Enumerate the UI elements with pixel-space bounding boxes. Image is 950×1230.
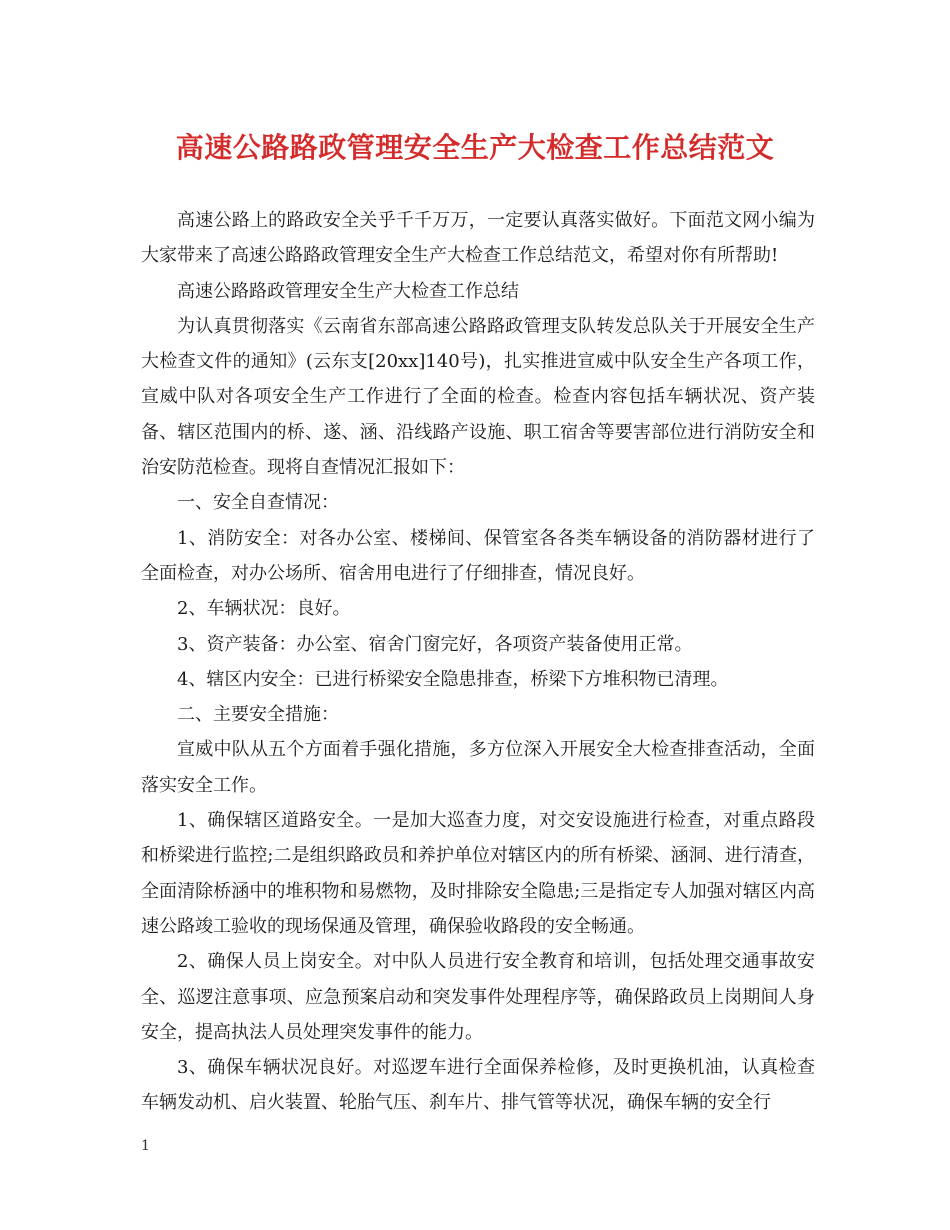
paragraph: 3、资产装备：办公室、宿舍门窗完好，各项资产装备使用正常。 bbox=[177, 633, 693, 655]
page-number: 1 bbox=[141, 1138, 150, 1154]
paragraph: 1、消防安全：对各办公室、楼梯间、保管室各各类车辆设备的消防器材进行了全面检查，对办公场所、宿舍用电进行了仔细排查，情况良好。 bbox=[141, 527, 815, 584]
section-heading: 二、主要安全措施： bbox=[177, 704, 339, 726]
document-title: 高速公路路政管理安全生产大检查工作总结范文 bbox=[175, 131, 775, 164]
paragraph: 1、确保辖区道路安全。一是加大巡查力度，对交安设施进行检查，对重点路段和桥梁进行监控;二是组织路政员和养护单位对辖区内的所有桥梁、涵洞、进行清查，全面清除桥涵中的堆积物和易燃物，及时排除安全隐患;三是指定专人加强对辖区内高速公路竣工验收的现场保通及管理，确保验收路段的安全畅通。 bbox=[141, 810, 815, 937]
paragraph: 3、确保车辆状况良好。对巡逻车进行全面保养检修，及时更换机油，认真检查车辆发动机、启火装置、轮胎气压、刹车片、排气管等状况，确保车辆的安全行 bbox=[141, 1057, 815, 1114]
paragraph: 为认真贯彻落实《云南省东部高速公路路政管理支队转发总队关于开展安全生产大检查文件的通知》(云东支[20xx]140号)，扎实推进宣威中队安全生产各项工作，宣威中队对各项安全生产工作进行了全面的检查。检查内容包括车辆状况、资产装备、辖区范围内的桥、遂、涵、沿线路产设施、职工宿舍等要害部位进行消防安全和治安防范检查。现将自查情况汇报如下： bbox=[141, 315, 815, 479]
paragraph: 高速公路路政管理安全生产大检查工作总结 bbox=[177, 280, 519, 302]
document-body bbox=[141, 203, 815, 1121]
paragraph: 高速公路上的路政安全关乎千千万万，一定要认真落实做好。下面范文网小编为大家带来了高速公路路政管理安全生产大检查工作总结范文，希望对你有所帮助! bbox=[141, 210, 815, 267]
paragraph: 4、辖区内安全：已进行桥梁安全隐患排查，桥梁下方堆积物已清理。 bbox=[177, 668, 729, 690]
section-heading: 一、安全自查情况： bbox=[177, 492, 339, 514]
paragraph: 宣威中队从五个方面着手强化措施，多方位深入开展安全大检查排查活动，全面落实安全工作。 bbox=[141, 739, 815, 796]
paragraph: 2、车辆状况：良好。 bbox=[177, 598, 351, 620]
paragraph: 2、确保人员上岗安全。对中队人员进行安全教育和培训，包括处理交通事故安全、巡逻注意事项、应急预案启动和突发事件处理程序等，确保路政员上岗期间人身安全，提高执法人员处理突发事件的能力。 bbox=[141, 951, 815, 1043]
